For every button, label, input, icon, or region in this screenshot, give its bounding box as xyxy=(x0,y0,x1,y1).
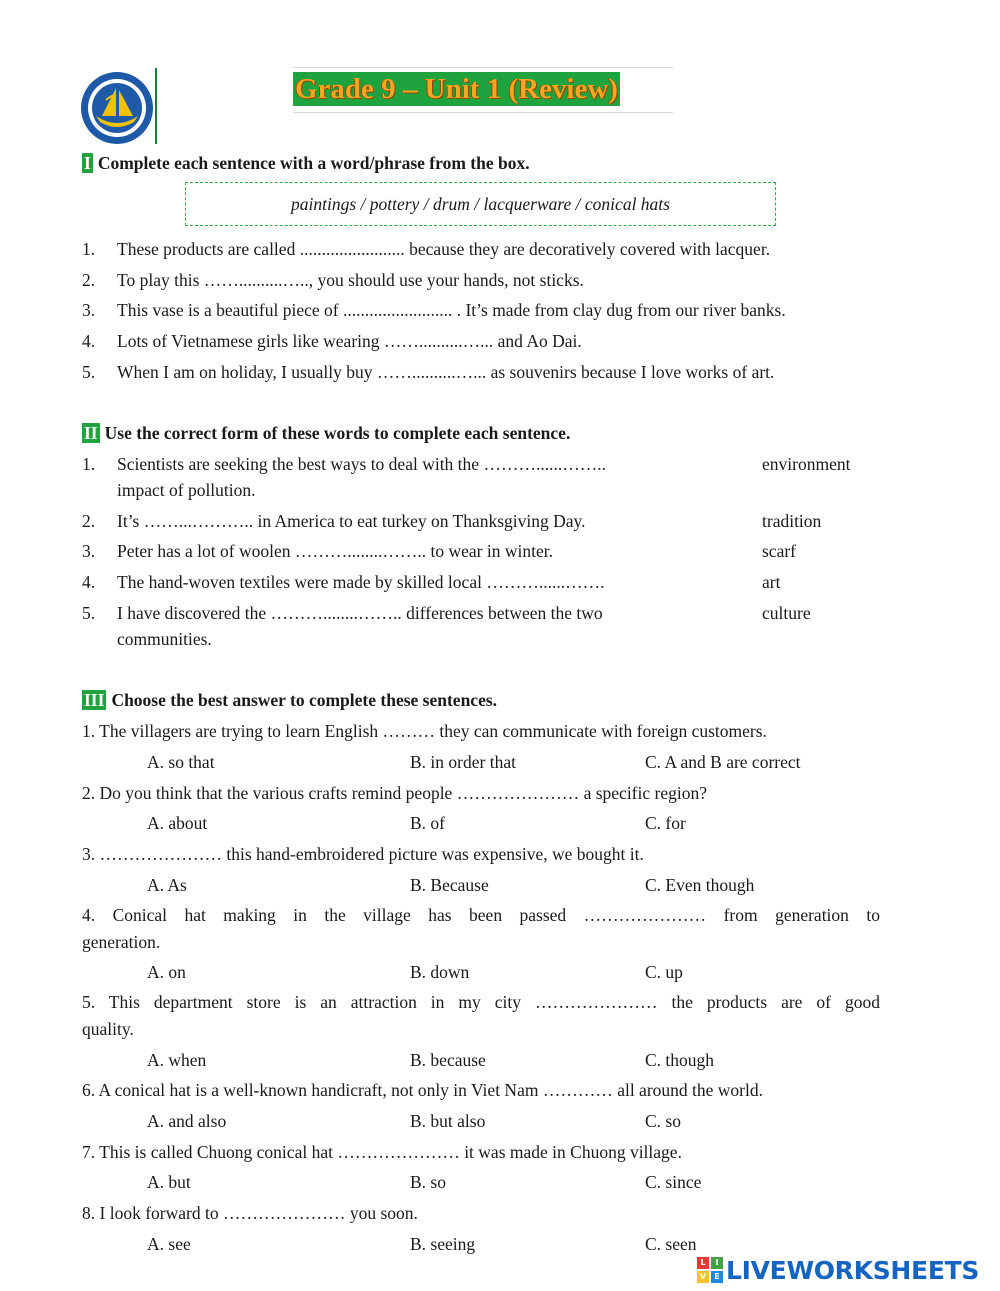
s2-item-number: 3. xyxy=(82,541,96,561)
s3-option-b[interactable]: B. down xyxy=(410,962,470,982)
s2-item-number: 4. xyxy=(82,572,96,592)
s3-question: 2. Do you think that the various crafts remind people ………………… a specific region? xyxy=(82,783,707,803)
s3-option-c[interactable]: C. though xyxy=(645,1050,715,1070)
s2-item-continuation: communities. xyxy=(117,629,212,649)
s3-option-c[interactable]: C. up xyxy=(645,962,683,982)
school-logo xyxy=(80,70,158,146)
title-bar xyxy=(293,67,673,113)
s2-root-word: culture xyxy=(762,603,811,623)
section-3-numeral: III xyxy=(84,690,105,710)
s1-item-number: 3. xyxy=(82,300,96,320)
s1-item-text: Lots of Vietnamese girls like wearing ……..........…... and Ao Dai. xyxy=(117,331,582,351)
liveworksheets-watermark[interactable] xyxy=(697,1255,979,1285)
s2-item-continuation: impact of pollution. xyxy=(117,480,256,500)
logo-tile: I xyxy=(711,1257,723,1269)
s3-option-c[interactable]: C. Even though xyxy=(645,875,755,895)
s3-option-a[interactable]: A. but xyxy=(147,1172,191,1192)
s1-item-number: 4. xyxy=(82,331,96,351)
s3-question-continuation: generation. xyxy=(82,932,161,952)
section-2-instruction: Use the correct form of these words to complete each sentence. xyxy=(104,423,571,443)
s3-option-a[interactable]: A. about xyxy=(147,813,208,833)
s2-item-text: Scientists are seeking the best ways to deal with the ………......…….. xyxy=(117,454,606,474)
s3-question: 4. Conical hat making in the village has been passed ………………… from generation to xyxy=(82,905,880,925)
s3-option-a[interactable]: A. and also xyxy=(147,1111,227,1131)
logo-tile: L xyxy=(697,1257,709,1269)
s1-item-text: To play this ……..........….., you should use your hands, not sticks. xyxy=(117,270,584,290)
word-box: paintings / pottery / drum / lacquerware / conical hats xyxy=(185,182,776,226)
s3-option-c[interactable]: C. A and B are correct xyxy=(645,752,801,772)
s3-option-c[interactable]: C. since xyxy=(645,1172,702,1192)
s3-question: 5. This department store is an attraction in my city ………………… the products are of good xyxy=(82,992,880,1012)
s1-item-text: This vase is a beautiful piece of ......................... . It’s made from clay dug from our river banks. xyxy=(117,300,786,320)
page-title: Grade 9 – Unit 1 (Review) xyxy=(295,73,618,105)
s1-item-number: 2. xyxy=(82,270,96,290)
s2-root-word: tradition xyxy=(762,511,822,531)
s3-option-b[interactable]: B. of xyxy=(410,813,445,833)
section-3-heading xyxy=(82,689,497,711)
s3-question: 3. ………………… this hand-embroidered picture was expensive, we bought it. xyxy=(82,844,644,864)
s3-question-continuation: quality. xyxy=(82,1019,134,1039)
s3-option-a[interactable]: A. As xyxy=(147,875,187,895)
section-1-heading xyxy=(82,152,530,174)
s2-item-text: I have discovered the ………........…….. differences between the two xyxy=(117,603,603,623)
s3-option-b[interactable]: B. Because xyxy=(410,875,489,895)
section-2-heading xyxy=(82,422,570,444)
s3-option-b[interactable]: B. because xyxy=(410,1050,486,1070)
s3-option-b[interactable]: B. in order that xyxy=(410,752,516,772)
s2-item-number: 2. xyxy=(82,511,96,531)
s1-item-text: When I am on holiday, I usually buy ……..........…... as souvenirs because I love works of art. xyxy=(117,362,775,382)
liveworksheets-logo-icon xyxy=(697,1257,723,1283)
s3-option-c[interactable]: C. so xyxy=(645,1111,681,1131)
s3-question: 7. This is called Chuong conical hat ………………… it was made in Chuong village. xyxy=(82,1142,682,1162)
s3-question: 8. I look forward to ………………… you soon. xyxy=(82,1203,418,1223)
logo-tile: E xyxy=(711,1271,723,1283)
s3-option-a[interactable]: A. when xyxy=(147,1050,207,1070)
s3-option-c[interactable]: C. seen xyxy=(645,1234,697,1254)
s3-option-a[interactable]: A. so that xyxy=(147,752,215,772)
logo-tile: V xyxy=(697,1271,709,1283)
s3-option-b[interactable]: B. seeing xyxy=(410,1234,476,1254)
s1-item-text: These products are called ........................ because they are decoratively covered with lacquer. xyxy=(117,239,771,259)
s3-option-b[interactable]: B. but also xyxy=(410,1111,486,1131)
s3-option-a[interactable]: A. on xyxy=(147,962,186,982)
s2-item-text: The hand-woven textiles were made by skilled local ………......……. xyxy=(117,572,605,592)
s3-option-a[interactable]: A. see xyxy=(147,1234,191,1254)
s3-option-b[interactable]: B. so xyxy=(410,1172,446,1192)
s2-item-number: 5. xyxy=(82,603,96,623)
s2-item-text: It’s ……...……….. in America to eat turkey on Thanksgiving Day. xyxy=(117,511,586,531)
s3-option-c[interactable]: C. for xyxy=(645,813,686,833)
logo-divider xyxy=(155,68,157,144)
s2-item-text: Peter has a lot of woolen ………........…….. to wear in winter. xyxy=(117,541,553,561)
s2-root-word: art xyxy=(762,572,781,592)
liveworksheets-brand: LIVEWORKSHEETS xyxy=(726,1255,980,1285)
s1-item-number: 5. xyxy=(82,362,96,382)
section-2-numeral: II xyxy=(84,423,98,443)
s3-question: 6. A conical hat is a well-known handicraft, not only in Viet Nam ………… all around the world. xyxy=(82,1080,763,1100)
s2-root-word: scarf xyxy=(762,541,797,561)
s3-question: 1. The villagers are trying to learn English ……… they can communicate with foreign customers. xyxy=(82,721,767,741)
s1-item-number: 1. xyxy=(82,239,96,259)
s2-root-word: environment xyxy=(762,454,851,474)
section-3-instruction: Choose the best answer to complete these sentences. xyxy=(111,690,498,710)
section-1-instruction: Complete each sentence with a word/phrase from the box. xyxy=(97,153,530,173)
section-1-numeral: I xyxy=(84,153,91,173)
s2-item-number: 1. xyxy=(82,454,96,474)
